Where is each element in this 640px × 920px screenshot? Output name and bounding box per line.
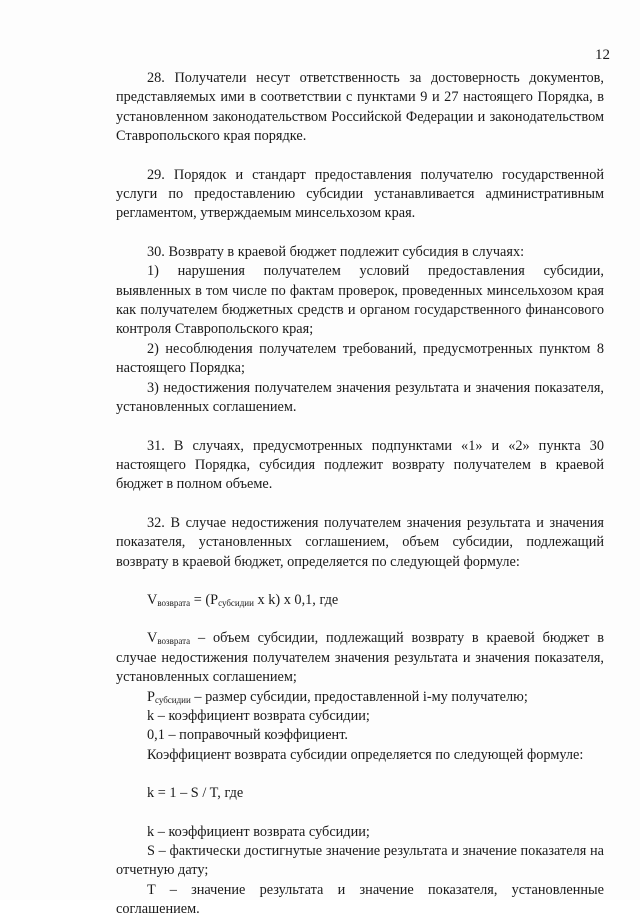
definition-v-text: – объем субсидии, подлежащий возврату в краевой бюджет в случае недостижения получателем значения результата и значения показателя, установленных соглашением; [116, 630, 604, 686]
paragraph-28: 28. Получатели несут ответственность за достоверность документов, представляемых ими в соответствии с пунктами 9 и 27 настоящего Порядка, в установленном законодательством Российской Федерации и законодательством Ставропольского края порядке. [116, 70, 604, 145]
formula-refund-volume [116, 591, 604, 610]
paragraph-31: 31. В случаях, предусмотренных подпунктами «1» и «2» пункта 30 настоящего Порядка, субсидия подлежит возврату получателем в краевой бюджет в полном объеме. [116, 437, 604, 493]
formula-equals-p: = (P [190, 591, 219, 608]
definition-s: S – фактически достигнутые значение результата и значение показателя на отчетную дату; [116, 843, 604, 879]
paragraph-30-intro: 30. Возврату в краевой бюджет подлежит субсидия в случаях: [147, 243, 525, 260]
definition-v-symbol: V [147, 630, 158, 647]
coefficient-intro: Коэффициент возврата субсидии определяется по следующей формуле: [147, 746, 584, 763]
document-body [116, 69, 604, 920]
paragraph-30-item-2: 2) несоблюдения получателем требований, предусмотренных пунктом 8 настоящего Порядка; [116, 340, 604, 377]
formula-v-symbol: V [147, 591, 158, 608]
paragraph-32-intro: 32. В случае недостижения получателем значения результата и значения показателя, установленных соглашением, объем субсидии, подлежащий возврату в краевой бюджет, определяется по следующей формуле: [116, 514, 604, 570]
definition-p-subscript: субсидии [154, 694, 191, 705]
formula-v-subscript: возврата [157, 597, 191, 608]
definition-v [116, 629, 604, 687]
definition-v-subscript: возврата [157, 636, 191, 647]
definition-p-text: – размер субсидии, предоставленной i-му получателю; [190, 688, 528, 705]
definition-k-2: k – коэффициент возврата субсидии; [147, 823, 370, 840]
paragraph-30-item-3: 3) недостижения получателем значения результата и значения показателя, установленных соглашением. [116, 379, 604, 416]
definition-correction: 0,1 – поправочный коэффициент. [147, 727, 348, 744]
formula-p-subscript: субсидии [218, 597, 254, 608]
formula-coefficient: k = 1 – S / T, где [147, 785, 244, 802]
formula-rest: x k) x 0,1, где [253, 591, 339, 608]
paragraph-29: 29. Порядок и стандарт предоставления получателю государственной услуги по предоставлению субсидии устанавливается административным регламентом, утверждаемым минсельхозом края. [116, 166, 604, 222]
page-number: 12 [595, 47, 610, 63]
definition-p-symbol: P [147, 688, 155, 705]
definition-p [116, 688, 604, 707]
definition-t: T – значение результата и значение показателя, установленные соглашением. [116, 881, 604, 918]
definition-k: k – коэффициент возврата субсидии; [147, 707, 370, 724]
paragraph-30-item-1: 1) нарушения получателем условий предоставления субсидии, выявленных в том числе по фактам проверок, проведенных минсельхозом края как получателем бюджетных средств и органом государственного финансового контроля Ставропольского края; [116, 263, 604, 338]
